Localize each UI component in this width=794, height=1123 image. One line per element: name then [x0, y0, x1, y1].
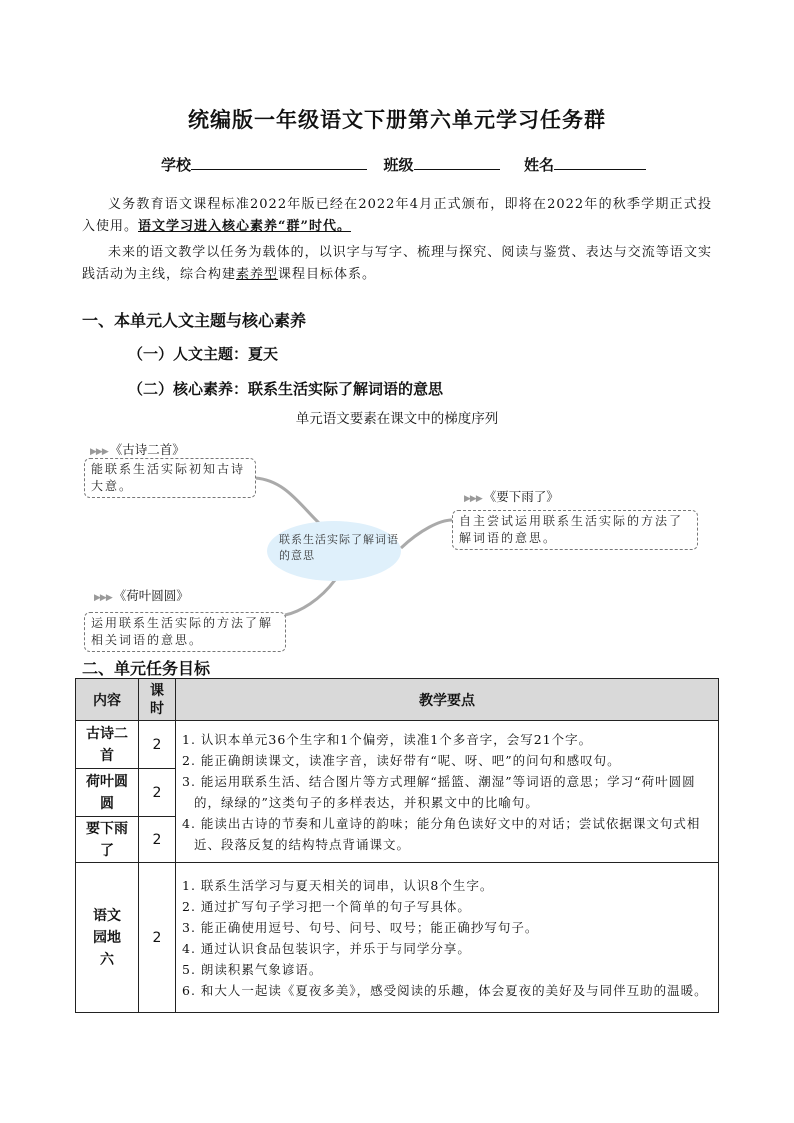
- branch-right: [401, 520, 452, 548]
- list-item: 5. 朗读积累气象谚语。: [182, 961, 323, 977]
- list-item: 2. 能正确朗读课文，读准字音，读好带有“呢、呀、吧”的问句和感叹句。: [182, 752, 621, 768]
- group2-points: [176, 863, 719, 1013]
- goals-table: [75, 678, 719, 1013]
- branch-left-top: [255, 478, 320, 524]
- document-title: 统编版一年级语文下册第六单元学习任务群: [188, 108, 606, 132]
- name-label: 姓名: [523, 156, 554, 174]
- lesson-hours: 2: [139, 721, 176, 769]
- section1-heading: 一、本单元人文主题与核心素养: [82, 311, 307, 330]
- lesson-hours: 2: [139, 817, 176, 863]
- table-row: [76, 863, 719, 1013]
- mindmap-label-3: ▶▶▶ 《荷叶圆圆》: [94, 588, 189, 603]
- list-item: 2. 通过扩写句子学习把一个简单的句子写具体。: [182, 898, 471, 914]
- table-row: [76, 721, 719, 769]
- class-label: 班级: [383, 156, 414, 174]
- header-content: 内容: [76, 679, 139, 721]
- list-item: 4. 通过认识食品包装识字，并乐于与同学分享。: [182, 940, 471, 956]
- literacy-heading: （二）核心素养：联系生活实际了解词语的意思: [128, 380, 444, 398]
- lesson-name: 语文园地六: [76, 863, 139, 1013]
- lesson-name: 荷叶圆圆: [76, 769, 139, 817]
- lesson-hours: 2: [139, 769, 176, 817]
- list-item: 1. 认识本单元36个生字和1个偏旁，读准1个多音字，会写21个字。: [182, 731, 593, 747]
- triple-arrow-icon: ▶▶▶: [94, 593, 112, 603]
- mindmap-center: 联系生活实际了解词语的意思: [267, 521, 401, 581]
- table-header-row: [76, 679, 719, 721]
- intro-p2-end: 课程目标体系。: [278, 267, 377, 282]
- intro-p2-text: 未来的语文教学以任务为载体的，以识字与写字、梳理与探究、阅读与鉴赏、表达与交流等语文实践活动为主线，综合构建: [82, 245, 712, 282]
- mindmap-label-1: ▶▶▶ 《古诗二首》: [90, 442, 185, 457]
- theme-heading: （一）人文主题：夏天: [128, 345, 279, 363]
- school-label: 学校: [161, 156, 192, 174]
- mindmap-title: 单元语文要素在课文中的梯度序列: [295, 411, 499, 427]
- mindmap-box-1: 能联系生活实际初知古诗大意。: [84, 458, 256, 498]
- section2-heading: 二、单元任务目标: [82, 659, 211, 678]
- group1-points: [176, 721, 719, 863]
- header-hours: 课时: [139, 679, 176, 721]
- list-item: 1. 联系生活学习与夏天相关的词串，认识8个生字。: [182, 877, 494, 893]
- mindmap-label-2: ▶▶▶ 《要下雨了》: [464, 489, 559, 504]
- intro-p2-underline: 素养型: [236, 267, 279, 282]
- mindmap-box-2: 自主尝试运用联系生活实际的方法了解词语的意思。: [452, 510, 698, 550]
- lesson-hours: 2: [139, 863, 176, 1013]
- intro-p1-emphasis: 语文学习进入核心素养“群”时代。: [138, 219, 351, 234]
- list-item: 3. 能正确使用逗号、句号、问号、叹号；能正确抄写句子。: [182, 919, 539, 935]
- triple-arrow-icon: ▶▶▶: [90, 447, 108, 457]
- list-item: 6. 和大人一起读《夏夜多美》，感受阅读的乐趣，体会夏夜的美好及与同伴互助的温暖。: [182, 982, 708, 998]
- mindmap-box-3: 运用联系生活实际的方法了解相关词语的意思。: [84, 612, 286, 652]
- triple-arrow-icon: ▶▶▶: [464, 494, 482, 504]
- list-item: 4. 能读出古诗的节奏和儿童诗的韵味；能分角色读好文中的对话；尝试依据课文句式相近、段落反复的结构特点背诵课文。: [182, 815, 701, 852]
- branch-left-bottom: [285, 580, 335, 615]
- lesson-name: 要下雨了: [76, 817, 139, 863]
- lesson-name: 古诗二首: [76, 721, 139, 769]
- list-item: 3. 能运用联系生活、结合图片等方式理解“摇篮、潮湿”等词语的意思；学习“荷叶圆圆的，绿绿的”这类句子的多样表达，并积累文中的比喻句。: [182, 773, 696, 810]
- intro-p1-text: 义务教育语文课程标准2022年版已经在2022年4月正式颁布，即将在2022年的秋季学期正式投入使用。: [82, 197, 712, 234]
- header-points: 教学要点: [176, 679, 719, 721]
